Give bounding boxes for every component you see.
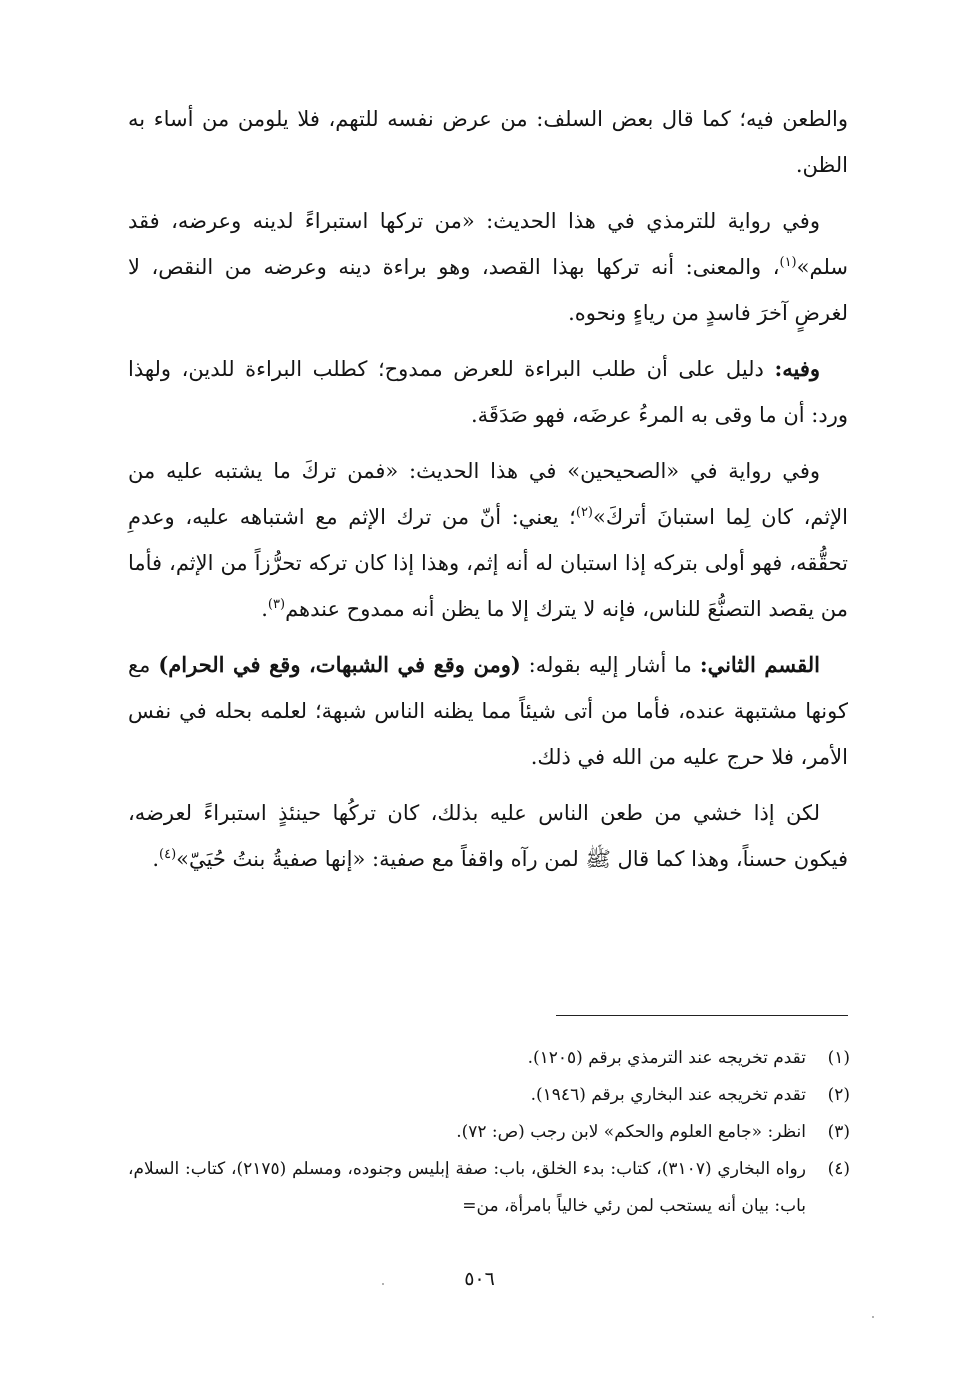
text-segment: والطعن فيه؛ كما قال بعض السلف: من عرض نفسه للتهم، فلا يلومن من أساء به الظن. — [128, 107, 848, 177]
paragraph — [128, 346, 848, 438]
footnote-reference: (١) — [779, 255, 797, 270]
paragraph — [128, 790, 848, 882]
footnote-item — [128, 1077, 850, 1114]
paragraph — [128, 198, 848, 336]
bold-text: (ومن وقع في الشبهات، وقع في الحرام) — [158, 652, 521, 677]
footnotes — [128, 1040, 850, 1225]
paragraph — [128, 96, 848, 188]
bold-text: القسم الثاني: — [699, 652, 820, 677]
text-segment: . — [152, 847, 160, 871]
footnote-item — [128, 1151, 850, 1225]
footnote-reference: (٣) — [267, 597, 286, 612]
text-segment: مع كونها مشتبهة عنده، فأما من أتى شيئاً مما يظنه الناس شبهة؛ لعلمه بحله في نفس الأمر، فلا حرج عليه من الله في ذلك. — [128, 653, 848, 769]
footnote-item — [128, 1114, 850, 1151]
text-segment: . — [261, 597, 268, 621]
text-segment: دليل على أن طلب البراءة للعرض ممدوح؛ كطلب البراءة للدين، ولهذا ورد: أن ما وقى به المرءُ عرضَه، فهو صَدَقَة. — [128, 357, 848, 427]
footnote-item — [128, 1040, 850, 1077]
footnote-text: تقدم تخريجه عند الترمذي برقم (١٢٠٥). — [527, 1048, 806, 1068]
footnote-reference: (٤) — [159, 847, 177, 862]
footnote-text: انظر: «جامع العلوم والحكم» لابن رجب (ص: ٧٢). — [456, 1122, 806, 1142]
footnote-text: رواه البخاري (٣١٠٧)، كتاب: بدء الخلق، باب: صفة إبليس وجنوده، ومسلم (٢١٧٥)، كتاب: السلام، باب: بيان أنه يستحب لمن رئي خالياً بامرأة، من= — [128, 1159, 806, 1216]
paragraph — [128, 642, 848, 780]
footnote-separator — [556, 1015, 848, 1016]
footnote-text: تقدم تخريجه عند البخاري برقم (١٩٤٦). — [530, 1085, 806, 1105]
paragraph — [128, 448, 848, 632]
text-segment: ، والمعنى: أنه تركها بهذا القصد، وهو براءة دينه وعرضه من النقص، لا لغرضٍ آخرَ فاسدٍ من رياءٍ ونحوه. — [128, 255, 848, 325]
page-number: ٥٠٦ — [464, 1268, 495, 1290]
footnote-number: (٤) — [827, 1159, 850, 1179]
bold-text: وفيه: — [774, 356, 820, 381]
text-segment: ؛ يعني: أنّ من ترك الإثم مع اشتباهه عليه، وعدمِ تحقُّقه، فهو أولى بتركه إذا استبان له أنه إثم، وهذا إذا كان تركه تحرُّزاً من الإثم، فأما من يقصد التصنُّعَ للناس، فإنه لا يترك إلا ما يظن أنه ممدوح عندهم — [128, 505, 848, 621]
text-segment: ما أشار إليه بقوله: — [520, 653, 700, 677]
footnote-number: (٣) — [827, 1122, 850, 1142]
footnote-reference: (٢) — [575, 505, 593, 520]
footnote-number: (٢) — [827, 1085, 850, 1105]
text-segment: وفي رواية للترمذي في هذا الحديث: «من تركها استبراءً لدينه وعرضه، فقد سلم» — [128, 209, 848, 279]
main-text — [128, 96, 848, 892]
footnote-number: (١) — [827, 1048, 850, 1068]
text-segment: لكن إذا خشي من طعن الناس عليه بذلك، كان تركُها حينئذٍ استبراءً لعرضه، فيكون حسناً، وهذا كما قال ﷺ لمن رآه واقفاً مع صفية: «إنها صفيةُ بنتُ حُيَيّ» — [128, 801, 848, 871]
text-segment: وفي رواية في «الصحيحين» في هذا الحديث: «فمن تركَ ما يشتبه عليه من الإثم، كان لِما استبانَ أتركَ» — [128, 459, 849, 529]
scan-speck — [872, 1316, 874, 1318]
scan-speck — [382, 1283, 384, 1285]
